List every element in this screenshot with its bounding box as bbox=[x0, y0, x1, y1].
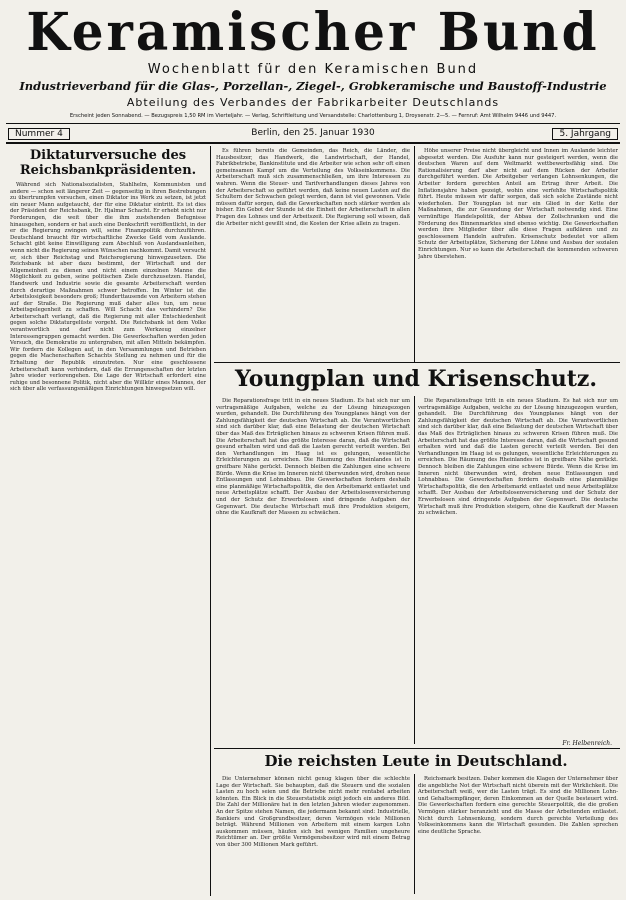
publisher-info: Erscheint jeden Sonnabend. — Bezugspreis 1,50 RM im Vierteljahr. — Verlag, Schriftleitung und Versandstelle: Charlottenburg 1, Droysenstr. 2—5. — Fernruf: Amt Wilhelm 9446 und 9447. bbox=[6, 113, 620, 124]
richest-left-paragraph: Die Unternehmer können nicht genug klagen über die schlechte Lage der Wirtschaft. Sie behaupten, daß die Steuern und die sozialen Lasten zu hoch seien und die Betriebe nicht mehr rentabel arbeiten könnten. Ein Blick in die Steuerstatistik zeigt jedoch ein anderes Bild. Die Zahl der Millionäre hat in den letzten Jahren wieder zugenommen. An der Spitze stehen Namen, die jedermann bekannt sind: Industrielle, Bankiers und Großgrundbesitzer, deren Vermögen viele Millionen beträgt. Während Millionen von Arbeitern mit einem kargen Lohn auskommen müssen, häufen sich bei wenigen Familien ungeheure Reichtümer an. Der größte Vermögensbesitzer wird mit einem Betrag von über 300 Millionen Mark geführt. bbox=[216, 776, 410, 848]
masthead bbox=[6, 0, 620, 63]
newspaper-subtitle: Wochenblatt für den Keramischen Bund bbox=[147, 62, 479, 77]
headline-richest: Die reichsten Leute in Deutschland. bbox=[264, 752, 568, 770]
youngplan-left-text bbox=[216, 398, 410, 744]
issue-year: 5. Jahrgang bbox=[552, 128, 618, 140]
youngplan-right-text bbox=[418, 398, 618, 734]
headline-left: Diktaturversuche des Reichsbankpräsidenten. bbox=[19, 148, 197, 178]
issue-number: Nummer 4 bbox=[8, 128, 70, 140]
dateline bbox=[6, 126, 620, 144]
column-rule-mid-top bbox=[414, 146, 415, 362]
section-rule-top bbox=[214, 362, 620, 363]
issue-date: Berlin, den 25. Januar 1930 bbox=[251, 128, 375, 138]
left-column-paragraph: Während sich Nationalsozialisten, Stahlhelm, Kommunisten und andere — schon seit längerer Zeit — gegenseitig in ihren Bestrebungen zu übertrumpfen versuchen, einen Diktator ins Werk zu setzen, ist jetzt ein neuer Mann aufgetaucht, der für eine Diktatur eintritt. Es ist dies der Präsident der Reichsbank, Dr. Hjalmar Schacht. Er erhebt nicht nur Forderungen, die weit über die ihm zustehenden Befugnisse hinausgehen, sondern er hat auch eine Denkschrift veröffentlicht, in der er die Regierung zwingen will, seine Finanzpolitik durchzuführen. Deutschland braucht für wirtschaftliche Zwecke Geld vom Auslande. Schacht gibt keine Einwilligung zum Abschluß von Auslandsanleihen, wenn nicht die Regierung seinen Wünschen nachkommt. Damit versucht er, sich über Reichstag und Reichsregierung hinwegzusetzen. Die Reichsbank ist aber dazu bestimmt, der Wirtschaft und der Allgemeinheit zu dienen und nicht einem einzelnen Manne die Möglichkeit zu geben, seine politischen Ziele durchzusetzen. Handel, Handwerk und Industrie sowie die gesamte Arbeiterschaft werden durch derartige Maßnahmen schwer betroffen. Im Winter ist die Arbeitslosigkeit besonders groß; Hunderttausende von Arbeitern stehen auf der Straße. Die Regierung muß daher alles tun, um neue Arbeitsgelegenheit zu schaffen. Will Schacht das verhindern? Die Arbeiterschaft verlangt, daß die Regierung mit aller Entschiedenheit gegen solche Diktaturgelüste vorgeht. Die Reichsbank ist dem Volke verantwortlich und darf nicht zum Werkzeug einzelner Interessengruppen gemacht werden. Die Gewerkschaften werden jeden Versuch, die Demokratie zu untergraben, mit allen Mitteln bekämpfen. Wir fordern die Kollegen auf, in den Versammlungen und Betrieben gegen die Machenschaften Schachts Stellung zu nehmen und für die Erhaltung der Republik einzutreten. Nur eine geschlossene Arbeiterschaft kann verhindern, daß die Errungenschaften der letzten Jahre wieder verlorengehen. Die Lage der Wirtschaft erfordert eine ruhige und besonnene Politik, nicht aber die Willkür eines Mannes, der sich über alle verfassungsmäßigen Einrichtungen hinwegsetzen will. bbox=[10, 182, 206, 393]
mid-top-right-paragraph: Höhe unserer Preise nicht übergleicht und Innen im Auslande leichter abgesetzt werden. Die Ausfuhr kann nur gesteigert werden, wenn die deutschen Waren auf dem Weltmarkt wettbewerbsfähig sind. Die Rationalisierung darf aber nicht auf dem Rücken der Arbeiter durchgeführt werden. Die Arbeitgeber verlangen Lohnsenkungen, die Arbeiter fordern gerechten Anteil am Ertrag ihrer Arbeit. Die Inflationsjahre haben gezeigt, wohin eine verfehlte Wirtschaftspolitik führt. Heute müssen wir dafür sorgen, daß sich solche Zustände nicht wiederholen. Der Youngplan ist nur ein Glied in der Kette der Maßnahmen, die zur Gesundung der Wirtschaft notwendig sind. Eine vernünftige Handelspolitik, der Abbau der Zollschranken und die Förderung des Binnenmarktes sind ebenso wichtig. Die Gewerkschaften werden ihre Mitglieder über alle diese Fragen aufklären und zu geschlossenem Handeln aufrufen. Krisenschutz bedeutet vor allem Schutz der Arbeitsplätze, Sicherung der Löhne und Ausbau der sozialen Einrichtungen. Nur so kann die Arbeiterschaft die kommenden schweren Jahre überstehen. bbox=[418, 148, 618, 260]
column-rule-bottom bbox=[414, 774, 415, 894]
section-rule-bottom bbox=[214, 748, 620, 749]
author-signature: Fr. Helbenreich. bbox=[562, 740, 612, 747]
department-line: Abteilung des Verbandes der Fabrikarbeiter Deutschlands bbox=[126, 96, 500, 109]
youngplan-left-paragraph: Die Reparationsfrage tritt in ein neues Stadium. Es hat sich nur um vertragsmäßige Aufgaben, welche zu der Lösung hinzugezogen wurden, gehandelt. Die Durchführung des Youngplanes hängt von der Zahlungsfähigkeit der deutschen Wirtschaft ab. Die Verantwortlichen sind sich darüber klar, daß eine Belastung der deutschen Wirtschaft über das Maß des Erträglichen hinaus zu schweren Krisen führen muß. Die Arbeiterschaft hat das größte Interesse daran, daß die Wirtschaft gesund erhalten wird und daß die Lasten gerecht verteilt werden. Bei den Verhandlungen im Haag ist es gelungen, wesentliche Erleichterungen zu erreichen. Die Räumung des Rheinlandes ist in greifbare Nähe gerückt. Dennoch bleiben die Zahlungen eine schwere Bürde. Wenn die Krise im Inneren nicht überwunden wird, drohen neue Entlassungen und Lohnabbau. Die Gewerkschaften fordern deshalb eine planmäßige Wirtschaftspolitik, die den Arbeitsmarkt entlastet und neue Arbeitsplätze schafft. Der Ausbau der Arbeitslosenversicherung und der Schutz der Erwerbslosen sind dringende Aufgaben der Gegenwart. Die deutsche Wirtschaft muß ihre Produktion steigern, ohne die Kaufkraft der Massen zu schwächen. bbox=[216, 398, 410, 517]
mid-top-right-text bbox=[418, 148, 618, 360]
column-rule-mid bbox=[414, 396, 415, 744]
column-rule-left bbox=[210, 146, 211, 896]
left-column-text bbox=[10, 182, 206, 896]
youngplan-right-paragraph: Die Reparationsfrage tritt in ein neues Stadium. Es hat sich nur um vertragsmäßige Aufgaben, welche zu der Lösung hinzugezogen wurden, gehandelt. Die Durchführung des Youngplanes hängt von der Zahlungsfähigkeit der deutschen Wirtschaft ab. Die Verantwortlichen sind sich darüber klar, daß eine Belastung der deutschen Wirtschaft über das Maß des Erträglichen hinaus zu schweren Krisen führen muß. Die Arbeiterschaft hat das größte Interesse daran, daß die Wirtschaft gesund erhalten wird und daß die Lasten gerecht verteilt werden. Bei den Verhandlungen im Haag ist es gelungen, wesentliche Erleichterungen zu erreichen. Die Räumung des Rheinlandes ist in greifbare Nähe gerückt. Dennoch bleiben die Zahlungen eine schwere Bürde. Wenn die Krise im Inneren nicht überwunden wird, drohen neue Entlassungen und Lohnabbau. Die Gewerkschaften fordern deshalb eine planmäßige Wirtschaftspolitik, die den Arbeitsmarkt entlastet und neue Arbeitsplätze schafft. Der Ausbau der Arbeitslosenversicherung und der Schutz der Erwerbslosen sind dringende Aufgaben der Gegenwart. Die deutsche Wirtschaft muß ihre Produktion steigern, ohne die Kaufkraft der Massen zu schwächen. bbox=[418, 398, 618, 517]
richest-right-text bbox=[418, 776, 618, 896]
newspaper-title: Keramischer Bund bbox=[26, 0, 600, 63]
richest-right-paragraph: Reichsmark besitzen. Daher kommen die Klagen der Unternehmer über die angebliche Not der Wirtschaft nicht überein mit der Wirklichkeit. Die Arbeiterschaft weiß, wer die Lasten trägt. Es sind die Millionen Lohn- und Gehaltsempfänger, deren Einkommen an der Quelle besteuert wird. Die Gewerkschaften fordern eine gerechte Steuerpolitik, die die großen Vermögen stärker heranzieht und die Masse der Arbeitenden entlastet. Nicht durch Lohnsenkung, sondern durch gerechte Verteilung des Volkseinkommens kann die Wirtschaft gesunden. Die Zahlen sprechen eine deutliche Sprache. bbox=[418, 776, 618, 835]
headline-youngplan: Youngplan und Krisenschutz. bbox=[234, 366, 598, 392]
union-line: Industrieverband für die Glas-, Porzellan-, Ziegel-, Grobkeramische und Baustoff-Industrie bbox=[19, 79, 607, 93]
mid-top-left-text bbox=[216, 148, 410, 360]
mid-top-paragraph: Es führen bereits die Gemeinden, das Reich, die Länder, die Hausbesitzer, das Handwerk, die Landwirtschaft, der Handel, Fabrikbetriebe, Bankinstitute und die Arbeiter wie schon sehr oft einen gemeinsamen Kampf um die Verteilung des Volkseinkommens. Die Arbeiterschaft muß sich zusammenschließen, um ihre Interessen zu wahren. Wenn die Steuer- und Tarifverhandlungen dieses Jahres von der Arbeiterschaft so geführt werden, daß keine neuen Lasten auf die Schultern der Schwachen gelegt werden, dann ist viel gewonnen. Viele müssen dafür sorgen, daß die Gewerkschaften noch stärker werden als bisher. Ein Gebot der Stunde ist die Einheit der Arbeiterschaft in allen Fragen des Lohnes und der Arbeitszeit. Die Regierung soll wissen, daß die Arbeiter nicht gewillt sind, die Kosten der Krise allein zu tragen. bbox=[216, 148, 410, 227]
richest-left-text bbox=[216, 776, 410, 896]
